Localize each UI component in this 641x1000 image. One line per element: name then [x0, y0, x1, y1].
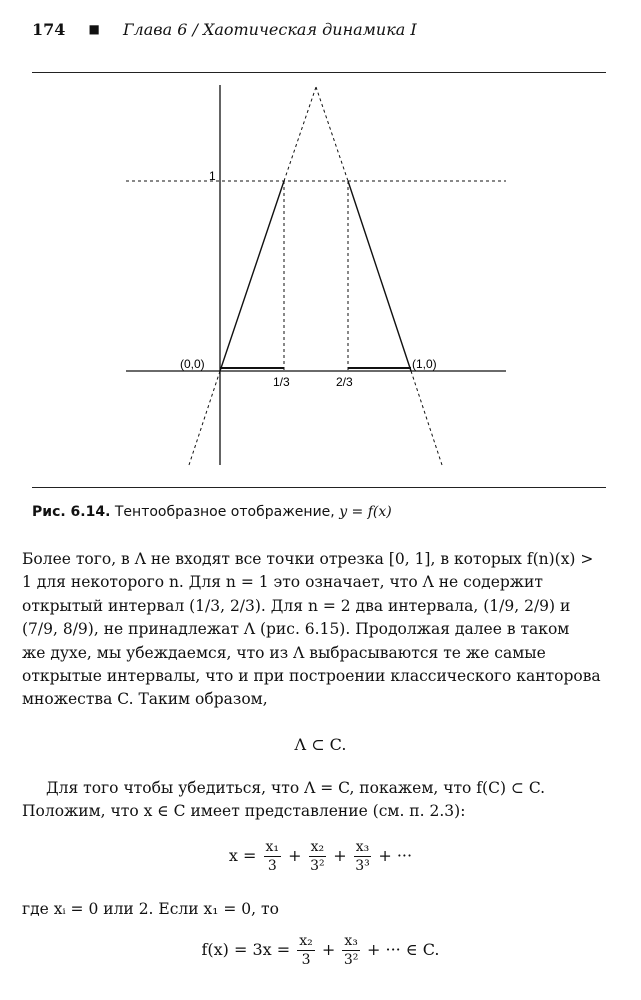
- caption-formula: y = f(x): [339, 504, 392, 520]
- caption-prefix: Рис. 6.14.: [32, 504, 111, 520]
- page-number: 174: [32, 20, 66, 39]
- tent-left-extension-bottom: [189, 371, 220, 465]
- label-end: (1,0): [412, 357, 437, 371]
- tent-left-extension-top: [284, 87, 316, 181]
- tent-right-branch: [348, 181, 411, 371]
- label-one-third: 1/3: [273, 375, 290, 389]
- paragraph-2-line: Положим, что x ∈ C имеет представление (см. п. 2.3):: [22, 802, 466, 821]
- paragraph-1-line: 1 для некоторого n. Для n = 1 это означает, что Λ не содержит: [22, 573, 543, 592]
- fraction-3: $\frac{\text{x₃}}{\text{3³}}$: [355, 839, 370, 874]
- fraction-5: $\frac{\text{x₃}}{\text{3²}}$: [343, 933, 359, 968]
- paragraph-1-line: открытый интервал (1/3, 2/3). Для n = 2 два интервала, (1/9, 2/9) и: [22, 596, 571, 615]
- paragraph-1-line: (7/9, 8/9), не принадлежат Λ (рис. 6.15). Продолжая далее в таком: [22, 620, 570, 639]
- figure-caption: [32, 504, 392, 520]
- label-one: 1: [209, 169, 216, 183]
- equation-lambda-subset: Λ ⊂ C.: [294, 735, 347, 754]
- tent-right-extension-top: [316, 87, 348, 181]
- paragraph-1: [22, 548, 604, 712]
- paragraph-3: где xᵢ = 0 или 2. Если x₁ = 0, то: [22, 900, 279, 918]
- tent-right-extension-bottom: [411, 371, 442, 465]
- paragraph-1-line: же духе, мы убеждаемся, что из Λ выбрасываются те же самые: [22, 643, 546, 662]
- label-two-thirds: 2/3: [336, 375, 353, 389]
- equation-ternary-expansion: x = $\frac{\text{x₁}}{3}$ + $\frac{\text{x₂}}{\text{3²}}$ + $\frac{\text{x₃}}{\text{3³}}$ + ···: [228, 839, 413, 874]
- fraction-2: $\frac{\text{x₂}}{\text{3²}}$: [310, 839, 325, 874]
- fraction-4: $\frac{\text{x₂}}{3}$: [299, 933, 313, 968]
- paragraph-2: [22, 777, 604, 824]
- paragraph-1-line: Более того, в Λ не входят все точки отрезка [0, 1], в которых f(n)(x) >: [22, 550, 594, 568]
- running-title: Глава 6 / Хаотическая динамика I: [122, 20, 417, 39]
- tent-left-branch: [220, 181, 284, 371]
- caption-text: Тентообразное отображение,: [114, 504, 335, 520]
- fraction-1: $\frac{\text{x₁}}{3}$: [265, 839, 280, 874]
- paragraph-1-line: открытые интервалы, что и при построении классического канторова: [22, 667, 601, 686]
- paragraph-1-line: множества C. Таким образом,: [22, 690, 268, 709]
- equation-tent-image: f(x) = 3x = $\frac{\text{x₂}}{3}$ + $\frac{\text{x₃}}{\text{3²}}$ + ··· ∈ C.: [201, 933, 440, 968]
- paragraph-2-line: Для того чтобы убедиться, что Λ = C, покажем, что f(C) ⊂ C.: [46, 779, 546, 797]
- label-origin: (0,0): [180, 357, 205, 371]
- header-bullet: ■: [88, 22, 100, 36]
